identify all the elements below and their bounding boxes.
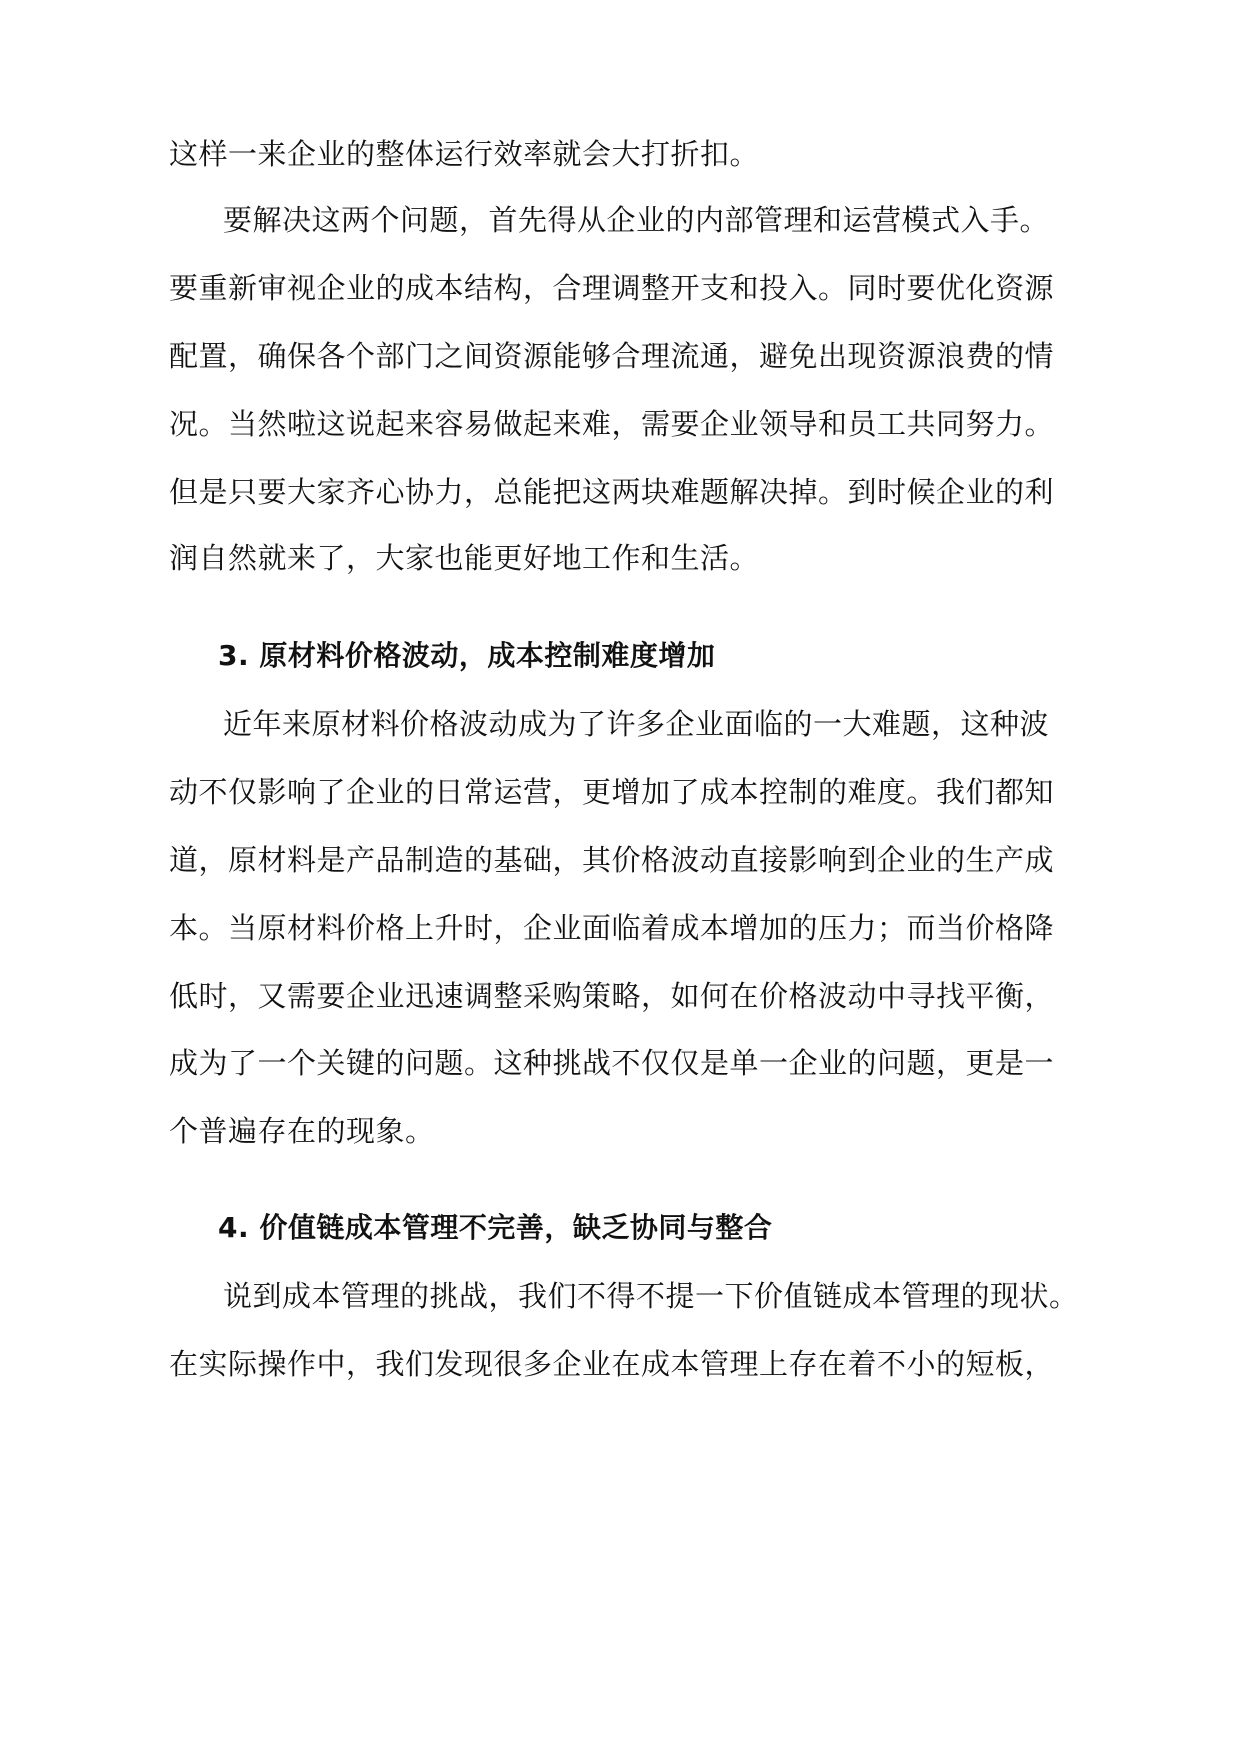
paragraph-line: 配置，确保各个部门之间资源能够合理流通，避免出现资源浪费的情 (169, 339, 1055, 373)
paragraph-line: 道，原材料是产品制造的基础，其价格波动直接影响到企业的生产成 (169, 843, 1055, 877)
paragraph-line: 但是只要大家齐心协力，总能把这两块难题解决掉。到时候企业的利 (169, 475, 1055, 509)
paragraph-line: 这样一来企业的整体运行效率就会大打折扣。 (169, 137, 760, 171)
paragraph-line: 要重新审视企业的成本结构，合理调整开支和投入。同时要优化资源 (169, 271, 1055, 305)
paragraph-first-line: 说到成本管理的挑战，我们不得不提一下价值链成本管理的现状。 (223, 1279, 1079, 1313)
paragraph-first-line: 近年来原材料价格波动成为了许多企业面临的一大难题，这种波 (223, 707, 1050, 741)
paragraph-line: 个普遍存在的现象。 (169, 1114, 435, 1148)
paragraph-first-line: 要解决这两个问题，首先得从企业的内部管理和运营模式入手。 (223, 203, 1050, 237)
paragraph-line: 低时，又需要企业迅速调整采购策略，如何在价格波动中寻找平衡， (169, 979, 1055, 1013)
paragraph-line: 况。当然啦这说起来容易做起来难，需要企业领导和员工共同努力。 (169, 407, 1055, 441)
paragraph-line: 在实际操作中，我们发现很多企业在成本管理上存在着不小的短板， (169, 1347, 1055, 1381)
section-heading: 4. 价值链成本管理不完善，缺乏协同与整合 (218, 1211, 773, 1244)
paragraph-line: 润自然就来了，大家也能更好地工作和生活。 (169, 541, 760, 575)
paragraph-line: 成为了一个关键的问题。这种挑战不仅仅是单一企业的问题，更是一 (169, 1046, 1055, 1080)
section-heading: 3. 原材料价格波动，成本控制难度增加 (218, 639, 716, 672)
paragraph-line: 动不仅影响了企业的日常运营，更增加了成本控制的难度。我们都知 (169, 775, 1055, 809)
paragraph-line: 本。当原材料价格上升时，企业面临着成本增加的压力；而当价格降 (169, 911, 1055, 945)
